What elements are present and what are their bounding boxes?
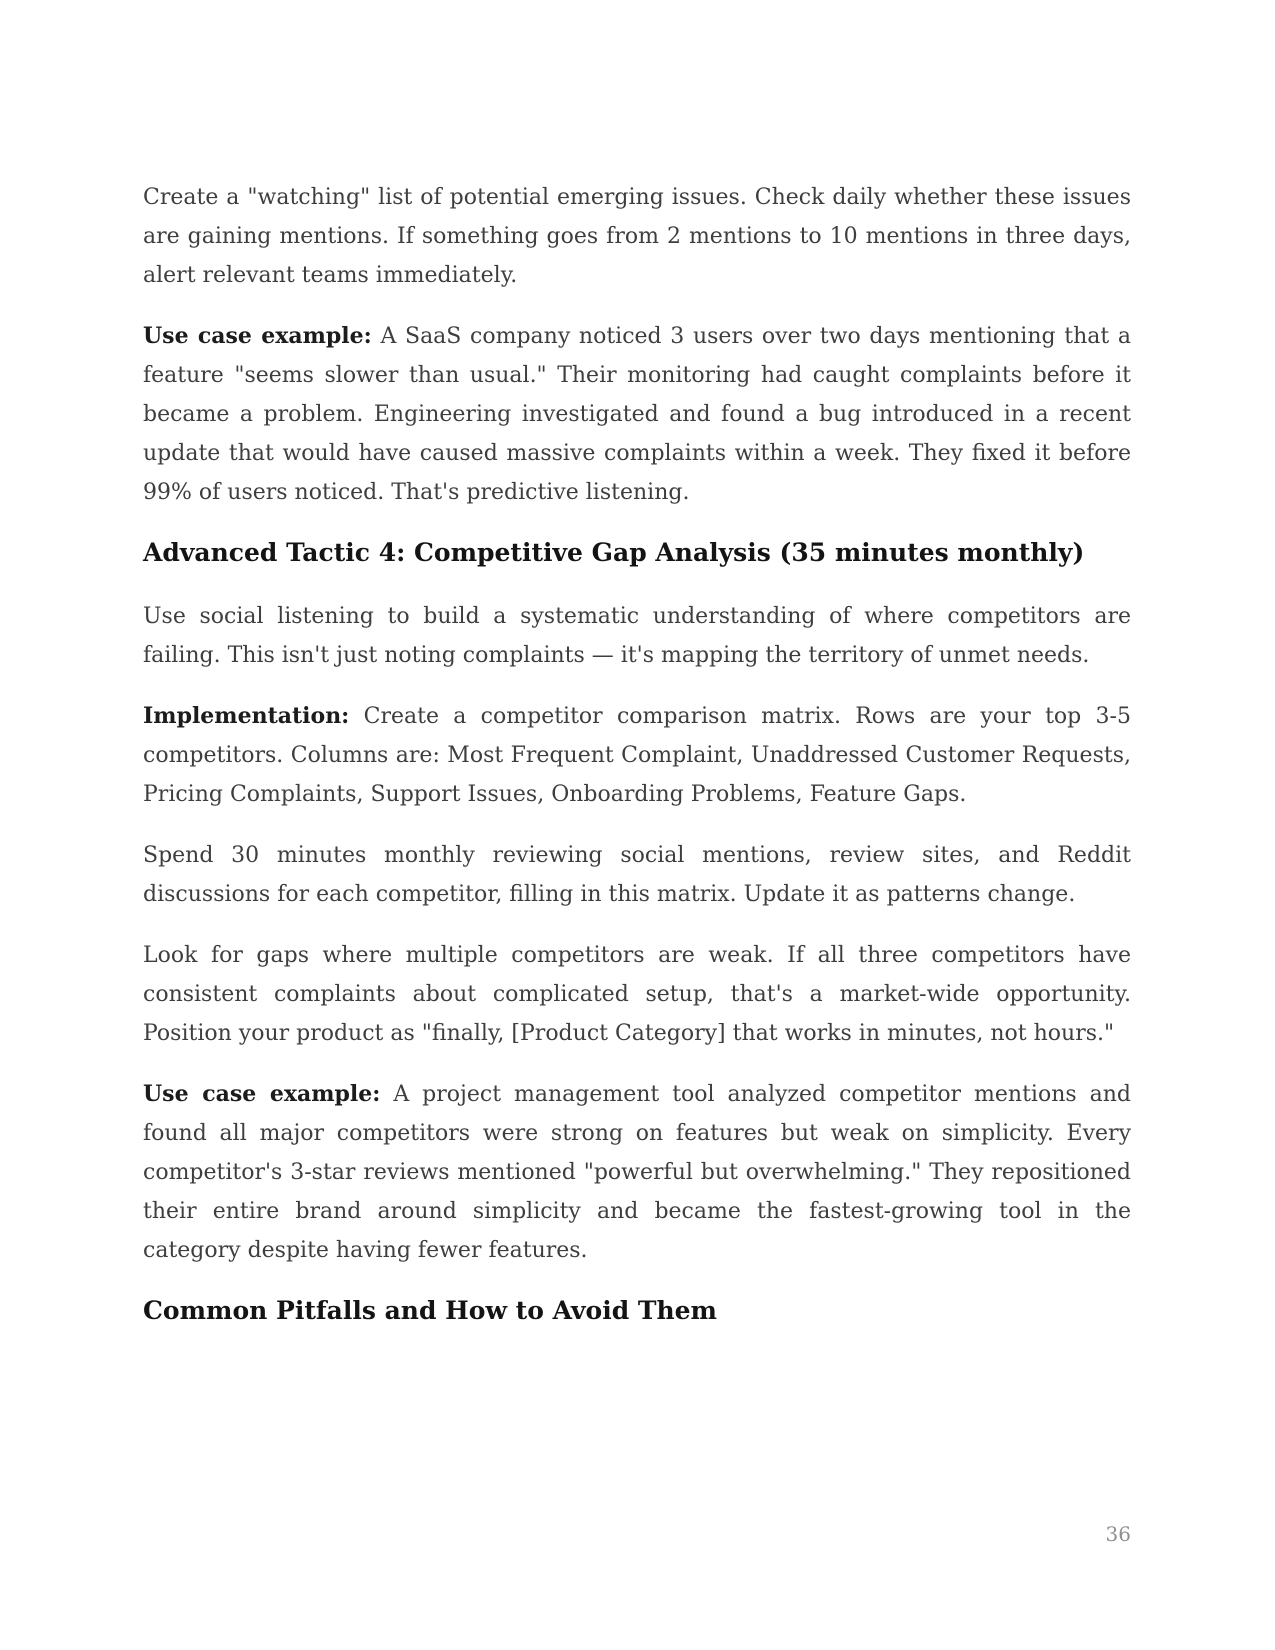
paragraph-watching-list: Create a "watching" list of potential emerging issues. Check daily whether these issues are gaining mentions. If something goes from 2 mentions to 10 mentions in three days, alert relevant teams immediately. <box>143 185 1131 288</box>
paragraph-text: A SaaS company noticed 3 users over two days mentioning that a feature "seems slower than usual." Their monitoring had caught complaints before it became a problem. Engineering investigated and found a bug introduced in a recent update that would have caused massive complaints within a week. They fixed it before 99% of users noticed. That's predictive listening. <box>143 324 1131 505</box>
paragraph-social-listening: Use social listening to build a systematic understanding of where competitors are failing. This isn't just noting complaints — it's mapping the territory of unmet needs. <box>143 604 1131 668</box>
implementation-label: Implementation: <box>143 703 350 729</box>
page-number: 36 <box>1105 1522 1131 1546</box>
paragraph-use-case-project-management <box>143 1075 1131 1270</box>
paragraph-look-for-gaps: Look for gaps where multiple competitors are weak. If all three competitors have consistent complaints about complicated setup, that's a market-wide opportunity. Position your product as "finally, [Product Category] that works in minutes, not hours." <box>143 943 1131 1046</box>
page-content <box>143 178 1131 1355</box>
paragraph-text: A project management tool analyzed competitor mentions and found all major competitors were strong on features but weak on simplicity. Every competitor's 3-star reviews mentioned "powerful but overwhelming." They repositioned their entire brand around simplicity and became the fastest-growing tool in the category despite having fewer features. <box>143 1082 1131 1263</box>
paragraph-spend-30-minutes: Spend 30 minutes monthly reviewing social mentions, review sites, and Reddit discussions for each competitor, filling in this matrix. Update it as patterns change. <box>143 843 1131 907</box>
heading-advanced-tactic-4: Advanced Tactic 4: Competitive Gap Analysis (35 minutes monthly) <box>143 538 1085 567</box>
use-case-example-label: Use case example: <box>143 1081 381 1107</box>
paragraph-text: Create a competitor comparison matrix. Rows are your top 3-5 competitors. Columns are: Most Frequent Complaint, Unaddressed Customer Requests, Pricing Complaints, Support Issues, Onboarding Problems, Feature Gaps. <box>143 704 1131 807</box>
heading-common-pitfalls: Common Pitfalls and How to Avoid Them <box>143 1296 718 1325</box>
use-case-example-label: Use case example: <box>143 323 372 349</box>
paragraph-implementation <box>143 697 1131 814</box>
paragraph-use-case-saas <box>143 317 1131 512</box>
